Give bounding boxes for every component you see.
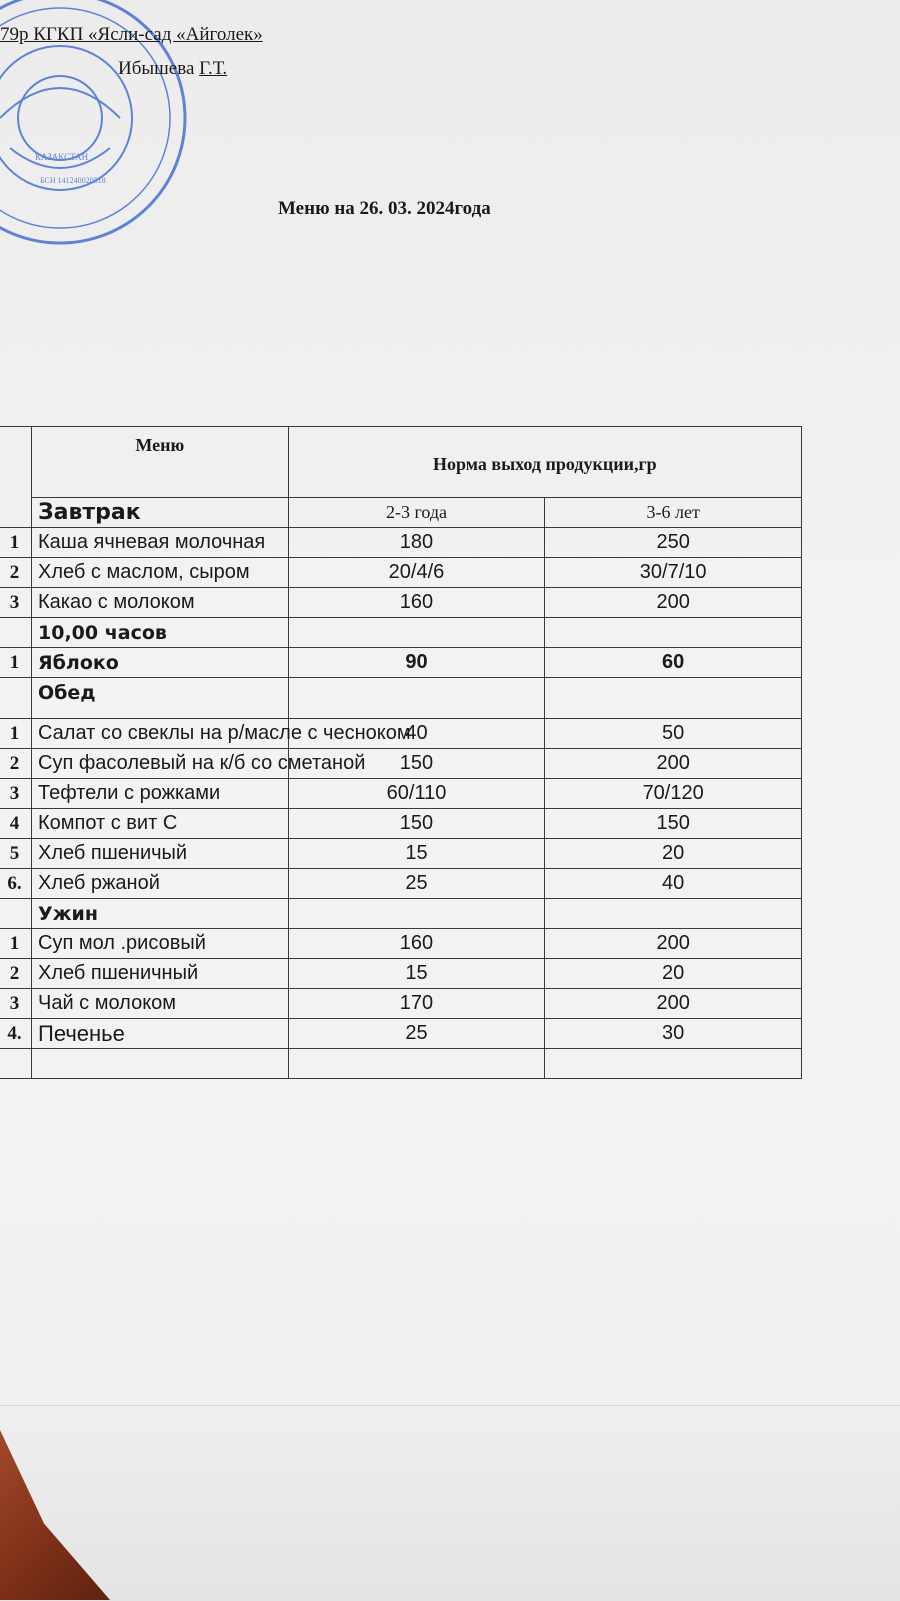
table-row xyxy=(0,558,802,588)
portion-2-3: 40 xyxy=(288,719,545,749)
dish-name: Тефтели с рожками xyxy=(32,779,289,809)
table-row xyxy=(0,959,802,989)
empty-cell xyxy=(288,678,545,719)
portion-3-6: 200 xyxy=(545,929,802,959)
table-row xyxy=(0,839,802,869)
menu-table xyxy=(0,426,802,1079)
row-number: 1 xyxy=(0,719,32,749)
portion-2-3: 25 xyxy=(288,869,545,899)
portion-3-6: 20 xyxy=(545,959,802,989)
table-row xyxy=(0,1019,802,1049)
approver-surname: Ибышева xyxy=(118,58,200,79)
portion-3-6: 150 xyxy=(545,809,802,839)
dish-name: Хлеб с маслом, сыром xyxy=(32,558,289,588)
table-row xyxy=(0,528,802,558)
row-number: 3 xyxy=(0,779,32,809)
empty-cell xyxy=(32,1049,289,1079)
paper-lower-sheet xyxy=(0,1405,900,1601)
portion-2-3: 15 xyxy=(288,839,545,869)
row-number: 6. xyxy=(0,869,32,899)
section-snack: 10,00 часов xyxy=(32,618,289,648)
portion-3-6: 250 xyxy=(545,528,802,558)
stamp-text-bin: БСН 141240020518 xyxy=(40,176,106,185)
row-number: 2 xyxy=(0,749,32,779)
dinner-section-row xyxy=(0,899,802,929)
empty-cell xyxy=(0,1049,32,1079)
dish-name: Хлеб пшеничый xyxy=(32,839,289,869)
table-row xyxy=(0,869,802,899)
table-row xyxy=(0,588,802,618)
column-age-3-6: 3-6 лет xyxy=(545,498,802,528)
portion-3-6: 50 xyxy=(545,719,802,749)
portion-2-3: 170 xyxy=(288,989,545,1019)
portion-3-6: 40 xyxy=(545,869,802,899)
portion-2-3: 90 xyxy=(288,648,545,678)
approval-line-1 xyxy=(0,24,263,46)
portion-2-3: 20/4/6 xyxy=(288,558,545,588)
empty-cell xyxy=(0,678,32,719)
row-number: 1 xyxy=(0,528,32,558)
dish-name: Яблоко xyxy=(32,648,289,678)
portion-2-3: 25 xyxy=(288,1019,545,1049)
section-lunch: Обед xyxy=(32,678,289,719)
dish-name: Какао с молоком xyxy=(32,588,289,618)
portion-3-6: 70/120 xyxy=(545,779,802,809)
dish-name: Хлеб пшеничный xyxy=(32,959,289,989)
empty-cell xyxy=(0,618,32,648)
portion-2-3: 180 xyxy=(288,528,545,558)
dish-name: Чай с молоком xyxy=(32,989,289,1019)
row-number: 1 xyxy=(0,648,32,678)
row-number: 3 xyxy=(0,588,32,618)
empty-cell xyxy=(545,1049,802,1079)
dish-name: Каша ячневая молочная xyxy=(32,528,289,558)
lunch-section-row xyxy=(0,678,802,719)
table-row xyxy=(0,648,802,678)
stamp-text-country: КАЗАКСТАН xyxy=(35,152,89,162)
portion-2-3: 150 xyxy=(288,749,545,779)
table-row xyxy=(0,989,802,1019)
portion-3-6: 200 xyxy=(545,989,802,1019)
empty-cell xyxy=(545,899,802,929)
portion-3-6: 30/7/10 xyxy=(545,558,802,588)
dish-name: Компот с вит С xyxy=(32,809,289,839)
header-empty-cell xyxy=(0,427,32,528)
portion-3-6: 30 xyxy=(545,1019,802,1049)
section-dinner: Ужин xyxy=(32,899,289,929)
dish-name: Суп фасолевый на к/б со сметаной xyxy=(32,749,289,779)
row-number: 2 xyxy=(0,558,32,588)
row-number: 2 xyxy=(0,959,32,989)
portion-2-3: 60/110 xyxy=(288,779,545,809)
empty-cell xyxy=(0,899,32,929)
empty-cell xyxy=(288,618,545,648)
approver-initials: Г.Т. xyxy=(199,58,228,79)
portion-2-3: 160 xyxy=(288,588,545,618)
page-title: Меню на 26. 03. 2024года xyxy=(278,198,491,219)
table-row xyxy=(0,929,802,959)
portion-3-6: 200 xyxy=(545,588,802,618)
row-number: 5 xyxy=(0,839,32,869)
portion-2-3: 15 xyxy=(288,959,545,989)
table-row xyxy=(0,779,802,809)
table-header-row xyxy=(0,427,802,498)
portion-3-6: 20 xyxy=(545,839,802,869)
row-number: 4 xyxy=(0,809,32,839)
portion-2-3: 150 xyxy=(288,809,545,839)
approval-organization: КГКП «Ясли-сад «Айголек» xyxy=(33,24,263,45)
portion-2-3: 160 xyxy=(288,929,545,959)
row-number: 3 xyxy=(0,989,32,1019)
approval-line-2 xyxy=(118,58,227,80)
empty-cell xyxy=(288,1049,545,1079)
empty-cell xyxy=(545,678,802,719)
empty-table-row xyxy=(0,1049,802,1079)
row-number: 1 xyxy=(0,929,32,959)
header-norm: Норма выход продукции,гр xyxy=(288,427,801,498)
empty-cell xyxy=(288,899,545,929)
portion-3-6: 60 xyxy=(545,648,802,678)
approval-prefix: 79р xyxy=(0,24,34,45)
dish-name: Салат со свеклы на р/масле с чесноком xyxy=(32,719,289,749)
dish-name: Хлеб ржаной xyxy=(32,869,289,899)
row-number: 4. xyxy=(0,1019,32,1049)
snack-section-row xyxy=(0,618,802,648)
header-menu: Меню xyxy=(32,427,289,498)
column-age-2-3: 2-3 года xyxy=(288,498,545,528)
portion-3-6: 200 xyxy=(545,749,802,779)
dish-name: Суп мол .рисовый xyxy=(32,929,289,959)
table-row xyxy=(0,719,802,749)
section-breakfast: Завтрак xyxy=(32,498,289,528)
table-row xyxy=(0,809,802,839)
empty-cell xyxy=(545,618,802,648)
breakfast-section-row xyxy=(0,498,802,528)
dish-name: Печенье xyxy=(32,1019,289,1049)
table-row xyxy=(0,749,802,779)
